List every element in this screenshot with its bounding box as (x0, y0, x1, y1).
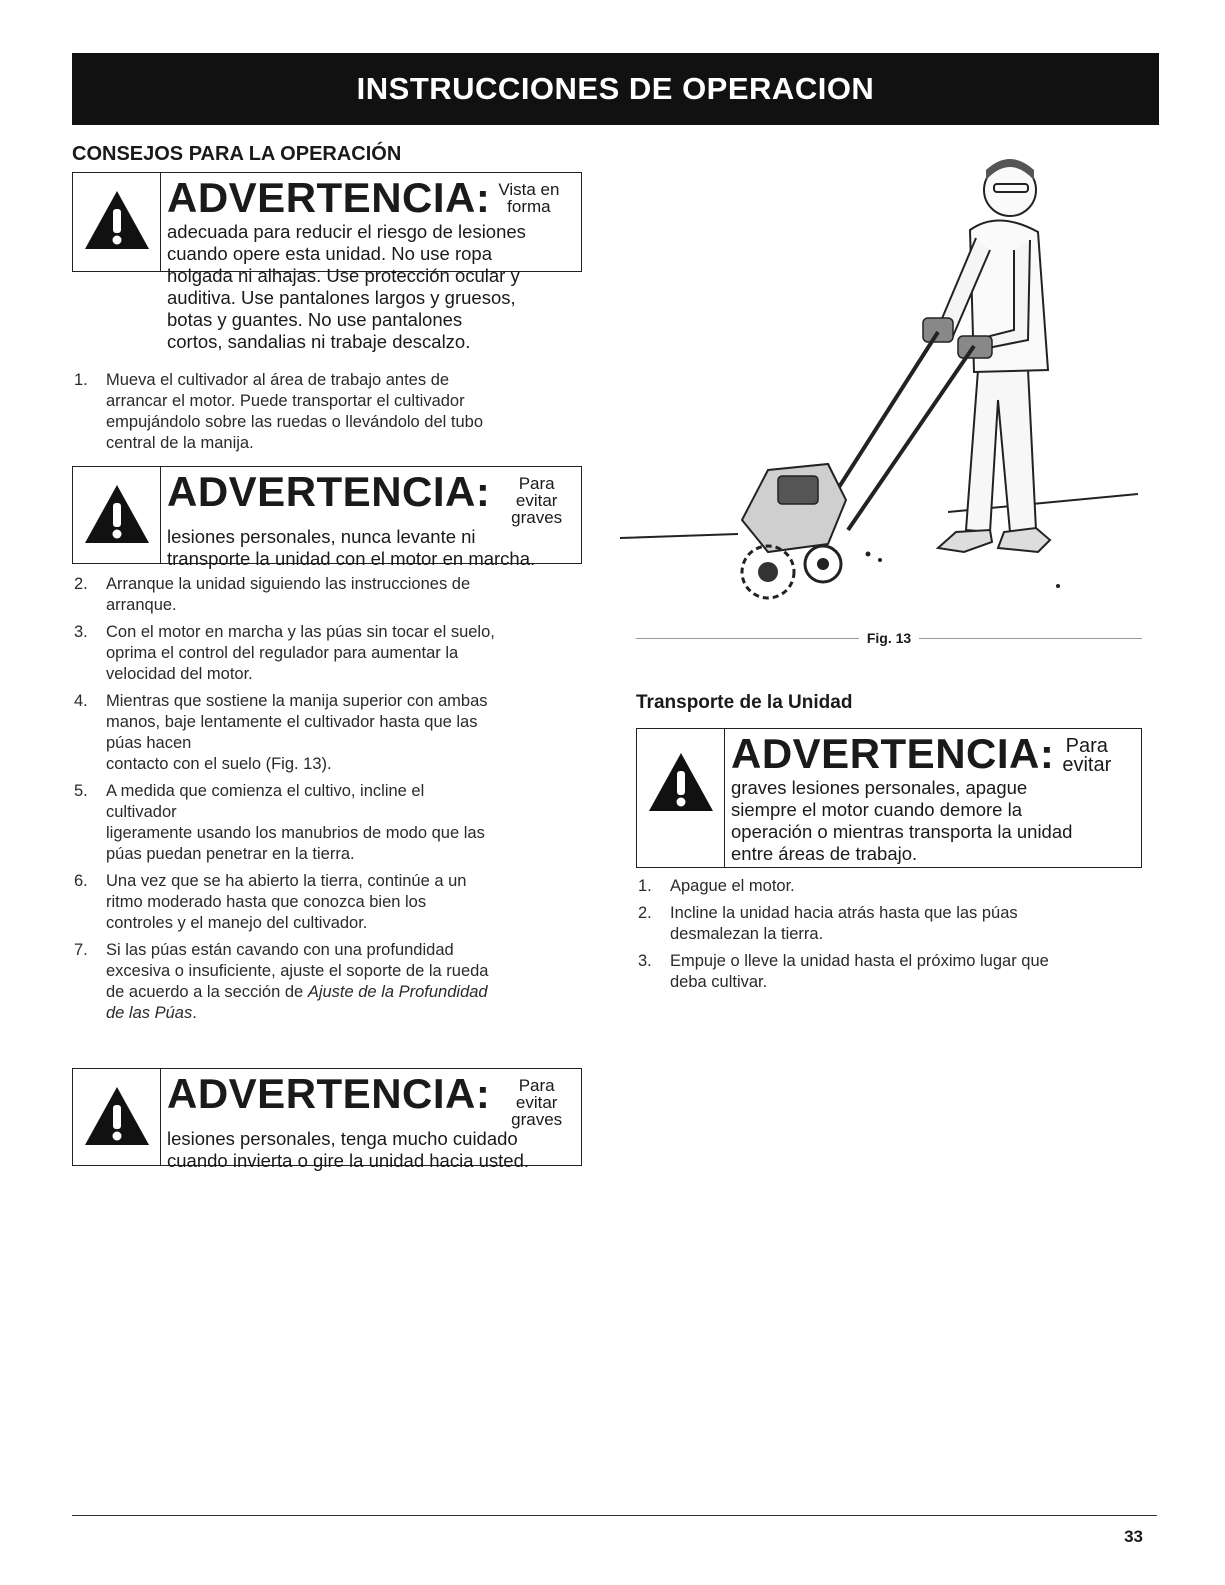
warning-body (161, 467, 581, 569)
step-line: controles y el manejo del cultivador. (106, 914, 368, 932)
steps-list-1 (72, 370, 582, 460)
figure-label: Fig. 13 (866, 630, 912, 646)
warning-icon-cell (73, 467, 161, 563)
step-number: 2. (638, 904, 652, 922)
warning-body (161, 1069, 581, 1171)
warning-box-transport (636, 728, 1142, 868)
warning-body (725, 729, 1141, 867)
warning-triangle-icon (83, 1085, 151, 1147)
warning-box-lift (72, 466, 582, 569)
step-number: 7. (74, 941, 88, 959)
step-line: púas puedan penetrar en la tierra. (106, 845, 355, 863)
step-line: empujándolo sobre las ruedas o llevándolo del tubo (106, 413, 484, 431)
warning-heading: ADVERTENCIA: (731, 730, 1055, 777)
page-number: 33 (1124, 1527, 1143, 1546)
step-line: Empuje o lleve la unidad hasta el próximo lugar que (670, 952, 1049, 970)
step-line: manos, baje lentamente el cultivador hasta que las (106, 713, 478, 731)
warning-body (161, 173, 581, 352)
step-line: Mueva el cultivador al área de trabajo antes de (106, 371, 450, 389)
step-number: 1. (638, 877, 652, 895)
step-text: de acuerdo a la sección de (106, 983, 308, 1001)
warning-head (167, 1071, 575, 1128)
list-item (636, 876, 1142, 897)
warning-text-line: cortos, sandalias ni trabaje descalzo. (167, 331, 471, 352)
step-line: Mientras que sostiene la manija superior con ambas (106, 692, 488, 710)
warning-lead (498, 175, 559, 215)
step-line: Si las púas están cavando con una profundidad (106, 941, 454, 959)
section-title: CONSEJOS PARA LA OPERACIÓN (72, 143, 402, 165)
warning-text-line: lesiones personales, nunca levante ni (167, 526, 476, 547)
step-line: ligeramente usando los manubrios de modo que las (106, 824, 485, 842)
warning-icon-cell (73, 173, 161, 271)
list-item (636, 903, 1142, 945)
warning-triangle-icon (83, 483, 151, 545)
step-number: 1. (74, 371, 88, 389)
warning-text-line: botas y guantes. No use pantalones (167, 309, 463, 330)
warning-text-line: auditiva. Use pantalones largos y gruesos, (167, 287, 516, 308)
step-line: arrancar el motor. Puede transportar el cultivador (106, 392, 465, 410)
step-line: Incline la unidad hacia atrás hasta que las púas (670, 904, 1018, 922)
warning-text-line: cuando opere esta unidad. No use ropa (167, 243, 493, 264)
list-item (72, 940, 582, 1024)
warning-box-clothing (72, 172, 582, 352)
warning-text-line: siempre el motor cuando demore la (731, 799, 1023, 820)
page-header-bar (72, 53, 1159, 125)
warning-head (731, 731, 1135, 777)
step-line (106, 982, 582, 1003)
step-reference-italic: Ajuste de la Profundidad (307, 983, 488, 1001)
warning-lead (498, 469, 575, 526)
caption-rule-right (919, 638, 1142, 639)
list-item (636, 951, 1142, 993)
warning-text (167, 1128, 575, 1172)
warning-text-line: entre áreas de trabajo. (731, 843, 918, 864)
list-item (72, 370, 582, 454)
steps-list-2 (72, 574, 582, 1030)
list-item (72, 781, 582, 865)
warning-lead-line: Para evitar (515, 1076, 558, 1112)
warning-text (731, 777, 1135, 865)
warning-text-line: adecuada para reducir el riesgo de lesiones (167, 221, 526, 242)
warning-text-line: cuando invierta o gire la unidad hacia usted. (167, 1150, 530, 1171)
step-line: Una vez que se ha abierto la tierra, continúe a un (106, 872, 467, 890)
step-reference-italic: de las Púas (106, 1004, 193, 1022)
warning-text-line: graves lesiones personales, apague (731, 777, 1028, 798)
warning-triangle-icon (83, 189, 151, 251)
warning-lead (1062, 731, 1111, 775)
step-number: 2. (74, 575, 88, 593)
step-line: púas hacen (106, 734, 192, 752)
warning-lead-line: Para evitar (515, 474, 558, 510)
page-header-title: INSTRUCCIONES DE OPERACION (356, 71, 875, 106)
step-number: 4. (74, 692, 88, 710)
warning-lead-line: forma (507, 197, 551, 216)
step-line: contacto con el suelo (Fig. 13). (106, 755, 332, 773)
step-text: . (192, 1004, 197, 1022)
warning-lead-line: evitar (1062, 754, 1112, 776)
warning-lead-line: graves (511, 1110, 563, 1129)
step-line (106, 1003, 582, 1024)
step-number: 3. (638, 952, 652, 970)
warning-text (167, 526, 575, 570)
list-item (72, 871, 582, 934)
warning-box-reverse (72, 1068, 582, 1171)
warning-heading: ADVERTENCIA: (167, 1070, 491, 1117)
warning-lead (498, 1071, 575, 1128)
warning-text-line: transporte la unidad con el motor en marcha. (167, 548, 536, 569)
step-number: 5. (74, 782, 88, 800)
warning-text (167, 221, 575, 353)
transport-steps-list (636, 876, 1142, 999)
list-item (72, 574, 582, 616)
footer-rule (72, 1515, 1157, 1516)
step-line: oprima el control del regulador para aumentar la (106, 644, 459, 662)
warning-heading: ADVERTENCIA: (167, 174, 491, 221)
step-line: Con el motor en marcha y las púas sin tocar el suelo, (106, 623, 495, 641)
figure-caption (636, 630, 1142, 646)
step-number: 6. (74, 872, 88, 890)
caption-rule-left (636, 638, 859, 639)
step-line: velocidad del motor. (106, 665, 253, 683)
warning-text-line: operación o mientras transporta la unidad (731, 821, 1073, 842)
step-line: arranque. (106, 596, 177, 614)
tiller-operator-illustration (618, 140, 1148, 630)
step-line: Apague el motor. (670, 877, 795, 895)
list-item (72, 691, 582, 775)
transport-section-title: Transporte de la Unidad (636, 692, 853, 713)
warning-lead-line: graves (511, 508, 563, 527)
step-line: ritmo moderado hasta que conozca bien los (106, 893, 427, 911)
step-line: desmalezan la tierra. (670, 925, 824, 943)
step-line: excesiva o insuficiente, ajuste el soporte de la rueda (106, 962, 489, 980)
warning-lead-line: Vista en (498, 180, 560, 199)
warning-icon-cell (637, 729, 725, 867)
warning-text-line: holgada ni alhajas. Use protección ocular y (167, 265, 520, 286)
warning-heading: ADVERTENCIA: (167, 468, 491, 515)
step-line: Arranque la unidad siguiendo las instrucciones de (106, 575, 471, 593)
list-item (72, 622, 582, 685)
step-line: central de la manija. (106, 434, 254, 452)
warning-text-line: lesiones personales, tenga mucho cuidado (167, 1128, 518, 1149)
warning-lead-line: Para (1065, 735, 1108, 757)
step-line: cultivador (106, 803, 177, 821)
step-line: A medida que comienza el cultivo, incline el (106, 782, 425, 800)
warning-head (167, 469, 575, 526)
step-line: deba cultivar. (670, 973, 768, 991)
step-number: 3. (74, 623, 88, 641)
warning-triangle-icon (647, 751, 715, 813)
warning-head (167, 175, 575, 221)
warning-icon-cell (73, 1069, 161, 1165)
